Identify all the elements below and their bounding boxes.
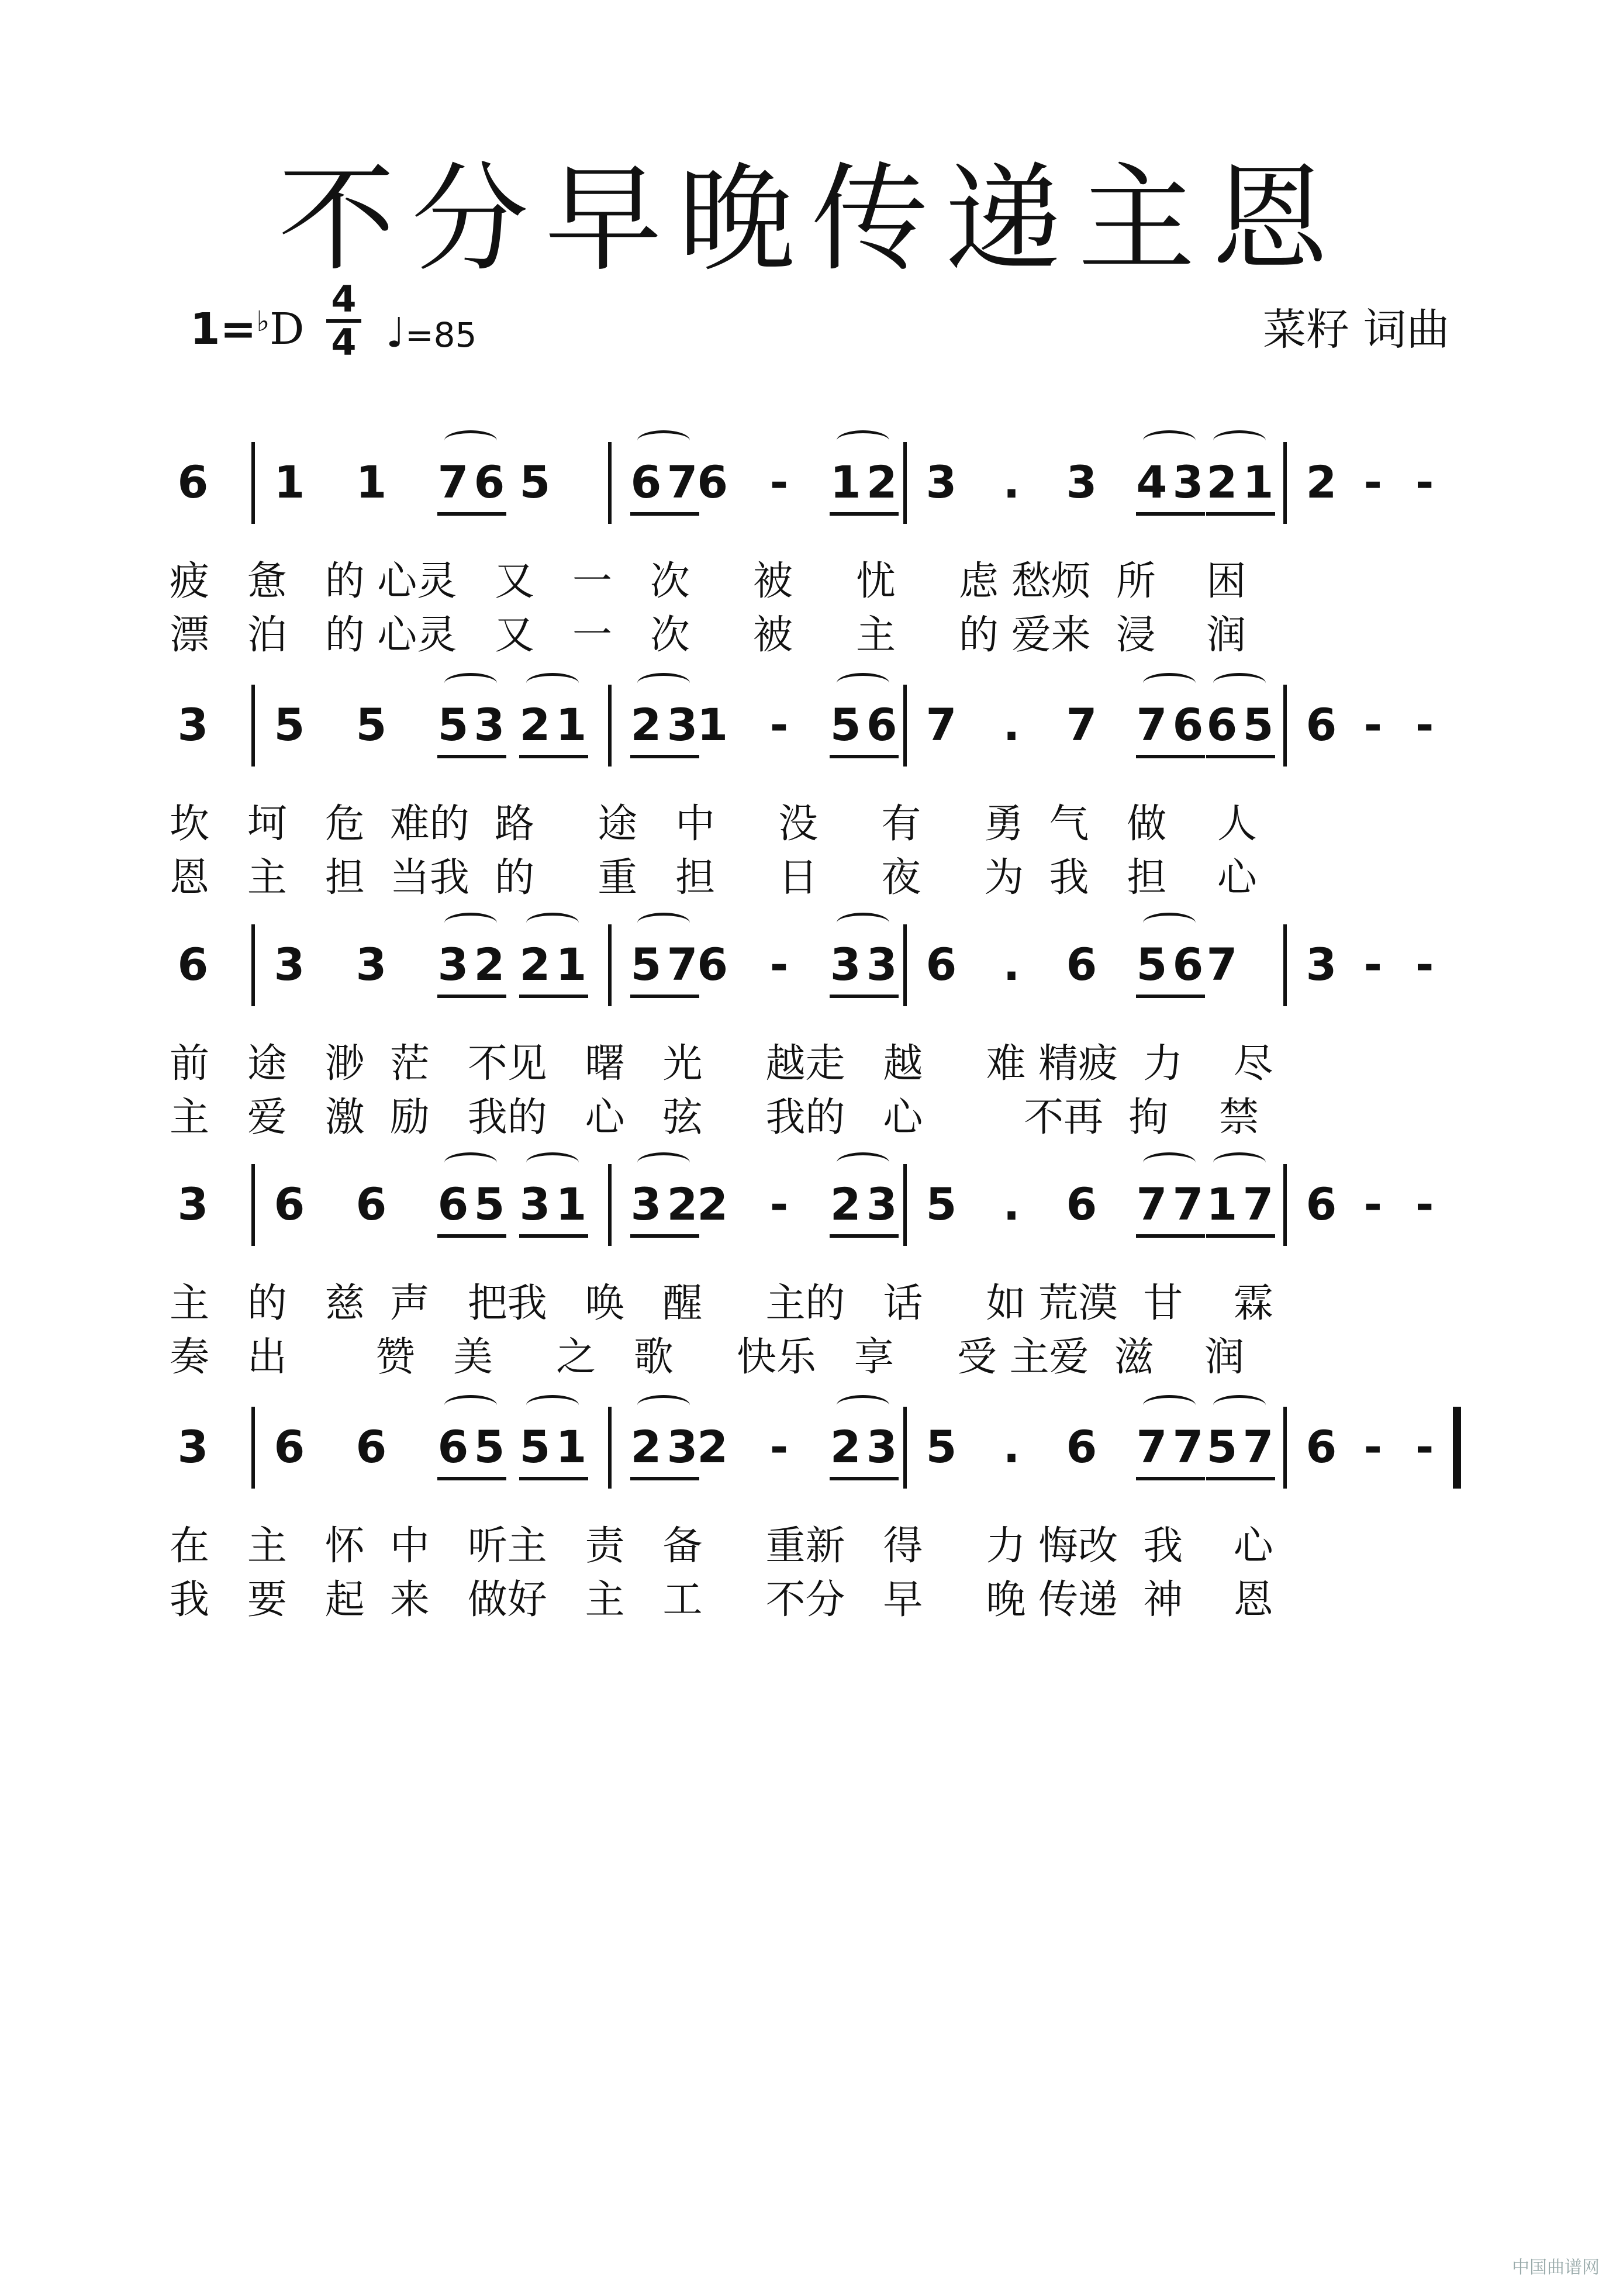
note: 6 xyxy=(1306,1178,1337,1230)
note: 6 xyxy=(1172,938,1204,990)
note: 5 xyxy=(1206,1421,1238,1473)
eighth-beam xyxy=(437,1234,506,1238)
eighth-beam xyxy=(1206,755,1275,758)
dot-mark: . xyxy=(1003,1421,1020,1473)
sustain-dash: - xyxy=(1415,456,1434,508)
key-signature xyxy=(190,304,304,354)
note: 7 xyxy=(1172,1178,1204,1230)
note: 3 xyxy=(474,699,505,751)
barline xyxy=(903,1164,907,1246)
note: 6 xyxy=(274,1421,305,1473)
eighth-beam xyxy=(1136,995,1205,998)
slur-mark xyxy=(1213,673,1266,693)
note: 5 xyxy=(830,699,861,751)
note: 5 xyxy=(1242,699,1274,751)
note: 7 xyxy=(1172,1421,1204,1473)
note: 3 xyxy=(519,1178,551,1230)
eighth-beam xyxy=(519,1234,588,1238)
slur-mark xyxy=(444,673,497,693)
note: 7 xyxy=(926,699,957,751)
slur-mark xyxy=(837,430,889,451)
slur-mark xyxy=(526,673,579,693)
sustain-dash: - xyxy=(1363,1178,1383,1230)
eighth-beam xyxy=(830,755,899,758)
note: 3 xyxy=(830,938,861,990)
barline xyxy=(251,442,255,524)
lyric-line-1: 疲 惫 的 心灵 又 一 次 被 忧 虑 愁烦 所 困 xyxy=(170,558,1246,605)
barline xyxy=(1283,442,1287,524)
eighth-beam xyxy=(437,995,506,998)
eighth-beam xyxy=(830,512,899,516)
note-line xyxy=(0,456,1623,532)
sustain-dash: - xyxy=(1415,699,1434,751)
note: 7 xyxy=(1242,1421,1274,1473)
barline xyxy=(251,924,255,1006)
sustain-dash: - xyxy=(1363,456,1383,508)
eighth-beam xyxy=(437,512,506,516)
barline xyxy=(1283,924,1287,1006)
sustain-dash: - xyxy=(1363,699,1383,751)
note: 5 xyxy=(355,699,387,751)
note: 2 xyxy=(474,938,505,990)
score-row xyxy=(0,1178,1623,1380)
note: 2 xyxy=(1306,456,1337,508)
eighth-beam xyxy=(1206,512,1275,516)
eighth-beam xyxy=(630,512,699,516)
slur-mark xyxy=(1143,673,1196,693)
eighth-beam xyxy=(437,1477,506,1480)
eighth-beam xyxy=(1136,755,1205,758)
note: 2 xyxy=(697,1178,728,1230)
slur-mark xyxy=(526,913,579,933)
lyric-line-1: 前 途 渺 茫 不见 曙 光 越走 越 难 精疲 力 尽 xyxy=(170,1041,1273,1087)
note: 6 xyxy=(437,1178,469,1230)
score-row xyxy=(0,938,1623,1141)
lyric-line-1: 主 的 慈 声 把我 唤 醒 主的 话 如 荒漠 甘 霖 xyxy=(170,1280,1273,1327)
note: 6 xyxy=(1066,1178,1097,1230)
lyric-line-1: 在 主 怀 中 听主 责 备 重新 得 力 悔改 我 心 xyxy=(170,1523,1273,1569)
note: 1 xyxy=(555,938,587,990)
barline xyxy=(1283,1407,1287,1489)
slur-mark xyxy=(444,913,497,933)
note: 1 xyxy=(555,1421,587,1473)
eighth-beam xyxy=(830,1477,899,1480)
sustain-dash: - xyxy=(769,1178,789,1230)
time-bottom: 4 xyxy=(331,321,357,364)
note: 2 xyxy=(1206,456,1238,508)
slur-mark xyxy=(1213,1152,1266,1173)
slur-mark xyxy=(1143,913,1196,933)
barline xyxy=(1283,685,1287,767)
slur-mark xyxy=(637,913,690,933)
lyric-line-1: 坎 坷 危 难的 路 途 中 没 有 勇 气 做 人 xyxy=(170,801,1257,847)
slur-mark xyxy=(837,673,889,693)
note: 7 xyxy=(437,456,469,508)
note-line xyxy=(0,1421,1623,1497)
note: 2 xyxy=(519,938,551,990)
note: 6 xyxy=(177,456,209,508)
eighth-beam xyxy=(519,1477,588,1480)
note: 6 xyxy=(1306,699,1337,751)
eighth-beam xyxy=(830,1234,899,1238)
note: 3 xyxy=(1066,456,1097,508)
eighth-beam xyxy=(1206,1234,1275,1238)
slur-mark xyxy=(444,1395,497,1415)
barline xyxy=(608,924,612,1006)
note: 3 xyxy=(667,1421,698,1473)
slur-mark xyxy=(637,1395,690,1415)
eighth-beam xyxy=(437,755,506,758)
note: 2 xyxy=(697,1421,728,1473)
sustain-dash: - xyxy=(1415,938,1434,990)
score-row xyxy=(0,1421,1623,1623)
note: 6 xyxy=(697,456,728,508)
eighth-beam xyxy=(519,995,588,998)
barline xyxy=(903,924,907,1006)
note: 3 xyxy=(866,1178,897,1230)
eighth-beam xyxy=(630,755,699,758)
note: 7 xyxy=(1136,1421,1168,1473)
note: 5 xyxy=(926,1178,957,1230)
barline xyxy=(251,1164,255,1246)
note: 2 xyxy=(866,456,897,508)
note: 2 xyxy=(630,1421,662,1473)
lyric-line-2: 恩 主 担 当我 的 重 担 日 夜 为 我 担 心 xyxy=(170,855,1257,901)
note: 3 xyxy=(355,938,387,990)
eighth-beam xyxy=(830,995,899,998)
note: 3 xyxy=(630,1178,662,1230)
barline xyxy=(903,685,907,767)
barline xyxy=(1283,1164,1287,1246)
note: 6 xyxy=(1066,1421,1097,1473)
note: 6 xyxy=(274,1178,305,1230)
sustain-dash: - xyxy=(769,938,789,990)
tempo-value: =85 xyxy=(405,315,477,355)
slur-mark xyxy=(637,430,690,451)
lyric-line-2: 我 要 起 来 做好 主 工 不分 早 晚 传递 神 恩 xyxy=(170,1577,1273,1623)
lyric-line-2: 主 爱 激 励 我的 心 弦 我的 心 不再 拘 禁 xyxy=(170,1095,1259,1141)
note: 7 xyxy=(1136,1178,1168,1230)
barline xyxy=(608,442,612,524)
dot-mark: . xyxy=(1003,938,1020,990)
note: 7 xyxy=(1066,699,1097,751)
tempo-marking xyxy=(386,309,476,357)
note: 1 xyxy=(555,1178,587,1230)
note: 7 xyxy=(1136,699,1168,751)
barline xyxy=(251,685,255,767)
barline xyxy=(1453,1407,1461,1489)
note: 5 xyxy=(519,1421,551,1473)
sustain-dash: - xyxy=(769,1421,789,1473)
note: 6 xyxy=(697,938,728,990)
slur-mark xyxy=(1213,1395,1266,1415)
note: 6 xyxy=(1066,938,1097,990)
slur-mark xyxy=(526,1152,579,1173)
note: 7 xyxy=(667,456,698,508)
dot-mark: . xyxy=(1003,1178,1020,1230)
slur-mark xyxy=(1213,430,1266,451)
note: 7 xyxy=(1206,938,1238,990)
eighth-beam xyxy=(519,755,588,758)
note-line xyxy=(0,938,1623,1014)
slur-mark xyxy=(1143,430,1196,451)
note: 2 xyxy=(519,699,551,751)
note: 3 xyxy=(1172,456,1204,508)
dot-mark: . xyxy=(1003,699,1020,751)
watermark-logo: 中国曲谱网 xyxy=(1512,2257,1600,2278)
note: 4 xyxy=(1136,456,1168,508)
note-line xyxy=(0,1178,1623,1254)
note: 5 xyxy=(474,1421,505,1473)
key-note: D xyxy=(270,304,305,354)
score-row xyxy=(0,456,1623,658)
note: 1 xyxy=(697,699,728,751)
note: 3 xyxy=(1306,938,1337,990)
note: 3 xyxy=(866,1421,897,1473)
score-row xyxy=(0,699,1623,901)
note: 5 xyxy=(519,456,551,508)
note: 5 xyxy=(274,699,305,751)
slur-mark xyxy=(444,1152,497,1173)
note: 6 xyxy=(1206,699,1238,751)
note: 6 xyxy=(355,1178,387,1230)
note: 3 xyxy=(667,699,698,751)
eighth-beam xyxy=(630,1234,699,1238)
lyric-line-2: 奏 出 赞 美 之 歌 快乐 享 受 主爱 滋 润 xyxy=(170,1334,1245,1380)
eighth-beam xyxy=(1136,1234,1205,1238)
time-top: 4 xyxy=(331,278,357,320)
note: 3 xyxy=(177,699,209,751)
note: 3 xyxy=(274,938,305,990)
barline xyxy=(608,1407,612,1489)
sustain-dash: - xyxy=(769,699,789,751)
note-line xyxy=(0,699,1623,775)
note: 6 xyxy=(630,456,662,508)
barline xyxy=(251,1407,255,1489)
note: 2 xyxy=(830,1421,861,1473)
note: 6 xyxy=(1306,1421,1337,1473)
key-prefix: 1= xyxy=(190,304,257,354)
note: 3 xyxy=(866,938,897,990)
lyric-line-2: 漂 泊 的 心灵 又 一 次 被 主 的 爱来 浸 润 xyxy=(170,612,1246,658)
note: 2 xyxy=(630,699,662,751)
eighth-beam xyxy=(630,1477,699,1480)
eighth-beam xyxy=(1136,512,1205,516)
slur-mark xyxy=(526,1395,579,1415)
note: 6 xyxy=(926,938,957,990)
note: 6 xyxy=(355,1421,387,1473)
note: 3 xyxy=(177,1178,209,1230)
note: 7 xyxy=(1242,1178,1274,1230)
eighth-beam xyxy=(1206,1477,1275,1480)
note: 6 xyxy=(177,938,209,990)
sustain-dash: - xyxy=(1415,1178,1434,1230)
sustain-dash: - xyxy=(1363,1421,1383,1473)
note: 7 xyxy=(667,938,698,990)
note: 5 xyxy=(630,938,662,990)
quarter-note-icon: ♩ xyxy=(386,309,406,357)
barline xyxy=(608,1164,612,1246)
note: 5 xyxy=(926,1421,957,1473)
slur-mark xyxy=(637,673,690,693)
note: 1 xyxy=(555,699,587,751)
barline xyxy=(608,685,612,767)
barline xyxy=(903,442,907,524)
note: 6 xyxy=(866,699,897,751)
note: 3 xyxy=(437,938,469,990)
slur-mark xyxy=(1143,1152,1196,1173)
note: 5 xyxy=(1136,938,1168,990)
eighth-beam xyxy=(630,995,699,998)
song-title: 不分早晚传递主恩 xyxy=(278,151,1345,288)
time-signature xyxy=(326,278,361,364)
note: 1 xyxy=(274,456,305,508)
flat-sign: ♭ xyxy=(256,305,270,338)
dot-mark: . xyxy=(1003,456,1020,508)
note: 1 xyxy=(1242,456,1274,508)
sustain-dash: - xyxy=(1363,938,1383,990)
composer-credit: 菜籽 词曲 xyxy=(1263,305,1450,355)
eighth-beam xyxy=(1136,1477,1205,1480)
slur-mark xyxy=(1143,1395,1196,1415)
note: 3 xyxy=(926,456,957,508)
note: 1 xyxy=(830,456,861,508)
note: 1 xyxy=(355,456,387,508)
sustain-dash: - xyxy=(1415,1421,1434,1473)
sustain-dash: - xyxy=(769,456,789,508)
slur-mark xyxy=(637,1152,690,1173)
note: 6 xyxy=(1172,699,1204,751)
barline xyxy=(903,1407,907,1489)
slur-mark xyxy=(837,1152,889,1173)
slur-mark xyxy=(837,1395,889,1415)
note: 2 xyxy=(667,1178,698,1230)
slur-mark xyxy=(837,913,889,933)
note: 6 xyxy=(474,456,505,508)
note: 5 xyxy=(474,1178,505,1230)
note: 3 xyxy=(177,1421,209,1473)
note: 1 xyxy=(1206,1178,1238,1230)
note: 2 xyxy=(830,1178,861,1230)
slur-mark xyxy=(444,430,497,451)
note: 6 xyxy=(437,1421,469,1473)
note: 5 xyxy=(437,699,469,751)
